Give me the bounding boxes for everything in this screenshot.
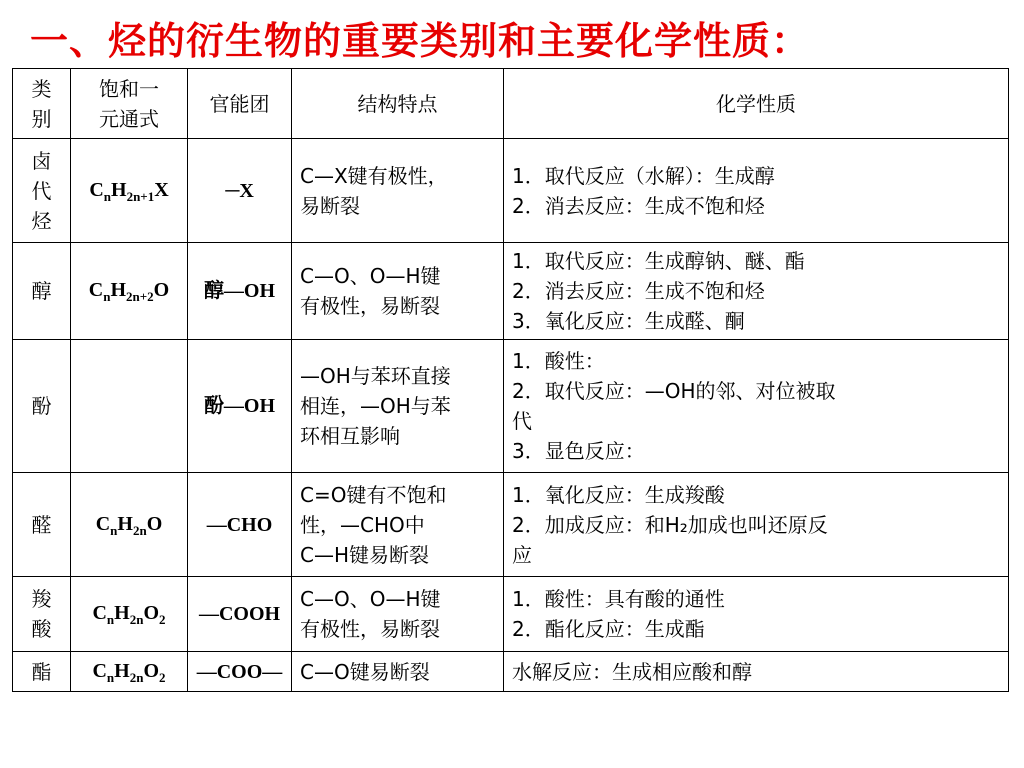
header-category: 类 别	[13, 69, 71, 139]
table-row	[13, 243, 1009, 340]
header-properties: 化学性质	[504, 69, 1009, 139]
properties-cell: 1．酸性： 2．取代反应：—OH的邻、对位被取 代 3．显色反应：	[504, 340, 1009, 473]
table-row	[13, 577, 1009, 652]
properties-cell: 1．氧化反应：生成羧酸 2．加成反应：和H₂加成也叫还原反 应	[504, 473, 1009, 577]
structure-cell: —OH与苯环直接 相连，—OH与苯 环相互影响	[292, 340, 504, 473]
formula-cell: $C_nH_{2n}O_2$	[71, 577, 188, 652]
structure-cell: C—X键有极性， 易断裂	[292, 139, 504, 243]
functional-group-cell: —CHO	[188, 473, 292, 577]
formula-cell: $C_nH_{2n}O_2$	[71, 652, 188, 692]
structure-cell: C—O、O—H键 有极性，易断裂	[292, 577, 504, 652]
category-cell: 羧 酸	[13, 577, 71, 652]
properties-cell: 1．取代反应（水解）：生成醇 2．消去反应：生成不饱和烃	[504, 139, 1009, 243]
header-group: 官能团	[188, 69, 292, 139]
structure-cell: C=O键有不饱和 性，—CHO中 C—H键易断裂	[292, 473, 504, 577]
derivatives-table	[12, 68, 1009, 692]
formula-cell: $C_nH_{2n+1}X$	[71, 139, 188, 243]
functional-group-cell: ─X	[188, 139, 292, 243]
category-cell: 卤 代 烃	[13, 139, 71, 243]
category-cell: 酚	[13, 340, 71, 473]
header-structure: 结构特点	[292, 69, 504, 139]
formula-cell	[71, 340, 188, 473]
table-row	[13, 139, 1009, 243]
category-cell: 醛	[13, 473, 71, 577]
properties-cell: 1．取代反应：生成醇钠、醚、酯 2．消去反应：生成不饱和烃 3．氧化反应：生成醛、酮	[504, 243, 1009, 340]
category-cell: 酯	[13, 652, 71, 692]
functional-group-cell: —COO—	[188, 652, 292, 692]
table-row	[13, 473, 1009, 577]
structure-cell: C—O键易断裂	[292, 652, 504, 692]
structure-cell: C—O、O—H键 有极性，易断裂	[292, 243, 504, 340]
table-row	[13, 340, 1009, 473]
properties-cell: 水解反应：生成相应酸和醇	[504, 652, 1009, 692]
properties-cell: 1．酸性：具有酸的通性 2．酯化反应：生成酯	[504, 577, 1009, 652]
functional-group-cell: 醇—OH	[188, 243, 292, 340]
formula-cell: $C_nH_{2n}O$	[71, 473, 188, 577]
functional-group-cell: —COOH	[188, 577, 292, 652]
page-title: 一、烃的衍生物的重要类别和主要化学性质：	[30, 19, 811, 63]
table-row	[13, 652, 1009, 692]
header-formula: 饱和一 元通式	[71, 69, 188, 139]
formula-cell: $C_nH_{2n+2}O$	[71, 243, 188, 340]
header-row	[13, 69, 1009, 139]
category-cell: 醇	[13, 243, 71, 340]
functional-group-cell: 酚—OH	[188, 340, 292, 473]
